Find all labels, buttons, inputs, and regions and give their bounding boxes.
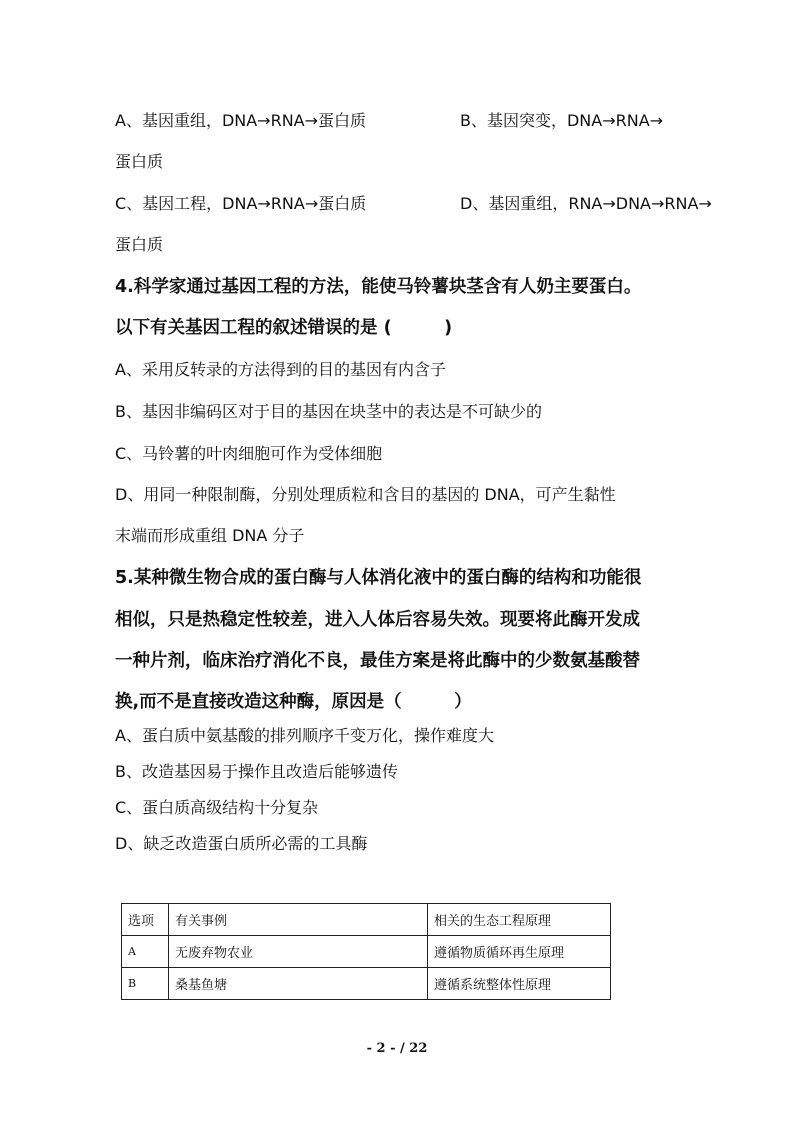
- table-row: [122, 968, 611, 1000]
- table-cell: 遵循物质循环再生原理: [428, 936, 611, 968]
- q5-stem-line-1: 5.某种微生物合成的蛋白酶与人体消化液中的蛋白酶的结构和功能很: [115, 568, 642, 588]
- table-row: [122, 936, 611, 968]
- q3-option-b: B、基因突变，DNA→RNA→: [460, 111, 664, 130]
- q3-option-c: C、基因工程，DNA→RNA→蛋白质: [115, 194, 367, 213]
- q5-stem-line-4: 换,而不是直接改造这种酶，原因是（ ）: [115, 692, 472, 712]
- table-header-row: [122, 904, 611, 936]
- q4-option-a: A、采用反转录的方法得到的目的基因有内含子: [115, 360, 446, 379]
- q4-stem-line-1: 4.科学家通过基因工程的方法，能使马铃薯块茎含有人奶主要蛋白。: [115, 277, 642, 297]
- table-header-cell: 选项: [122, 904, 169, 936]
- q5-option-a: A、蛋白质中氨基酸的排列顺序千变万化，操作难度大: [115, 726, 494, 745]
- table-header-cell: 相关的生态工程原理: [428, 904, 611, 936]
- q3-option-b-continued: 蛋白质: [115, 152, 164, 171]
- q4-stem-line-2: 以下有关基因工程的叙述错误的是 ( ): [115, 318, 453, 338]
- q5-option-b: B、改造基因易于操作且改造后能够遗传: [115, 762, 398, 781]
- q3-option-d: D、基因重组，RNA→DNA→RNA→: [460, 194, 712, 213]
- table-cell: B: [122, 968, 169, 1000]
- q3-option-d-continued: 蛋白质: [115, 235, 164, 254]
- table-cell: 无废弃物农业: [169, 936, 428, 968]
- q4-option-c: C、马铃薯的叶肉细胞可作为受体细胞: [115, 444, 383, 463]
- q3-option-a: A、基因重组，DNA→RNA→蛋白质: [115, 111, 367, 130]
- q4-option-d-continued: 末端而形成重组 DNA 分子: [115, 526, 305, 545]
- page-number: - 2 - / 22: [366, 1041, 428, 1056]
- q5-option-d: D、缺乏改造蛋白质所必需的工具酶: [115, 834, 368, 853]
- q5-stem-line-2: 相似，只是热稳定性较差，进入人体后容易失效。现要将此酶开发成: [115, 610, 640, 630]
- q4-option-b: B、基因非编码区对于目的基因在块茎中的表达是不可缺少的: [115, 402, 542, 421]
- table-cell: A: [122, 936, 169, 968]
- q5-option-c: C、蛋白质高级结构十分复杂: [115, 798, 319, 817]
- ecology-principle-table: [121, 903, 611, 1000]
- q4-option-d: D、用同一种限制酶，分别处理质粒和含目的基因的 DNA，可产生黏性: [115, 485, 616, 504]
- table-cell: 遵循系统整体性原理: [428, 968, 611, 1000]
- q5-stem-line-3: 一种片剂，临床治疗消化不良，最佳方案是将此酶中的少数氨基酸替: [115, 651, 640, 671]
- table-header-cell: 有关事例: [169, 904, 428, 936]
- table-cell: 桑基鱼塘: [169, 968, 428, 1000]
